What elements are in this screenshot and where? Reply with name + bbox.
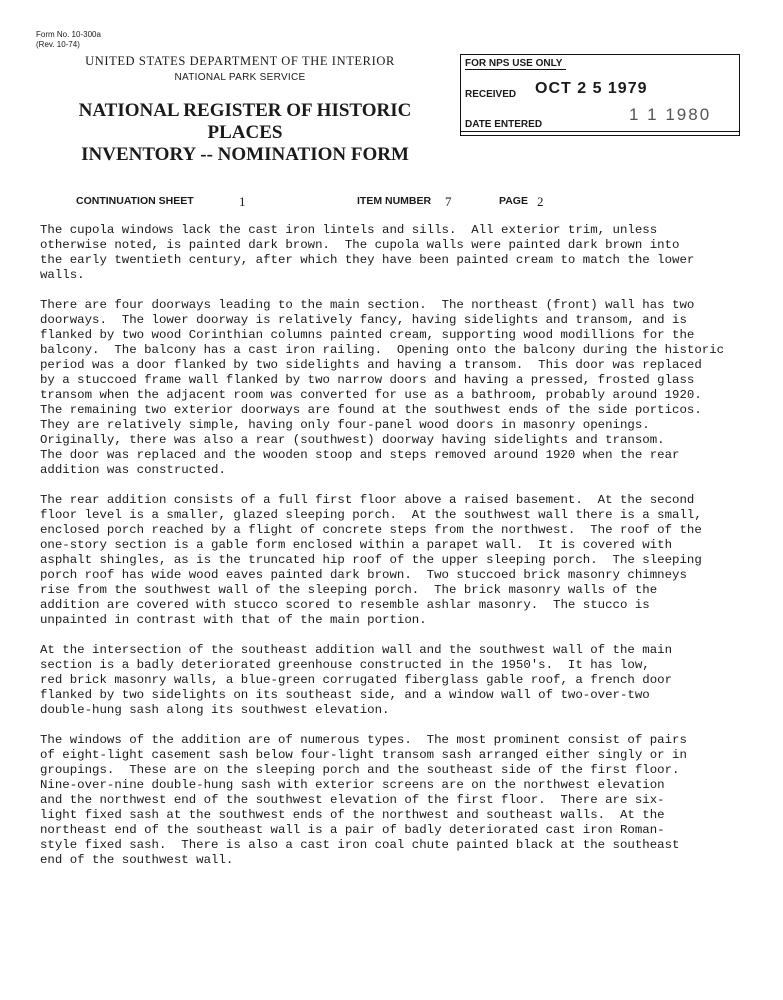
body-paragraph [40,733,750,868]
body-line: porch roof has wide wood eaves painted dark brown. Two stuccoed brick masonry chimneys [40,568,687,582]
body-line: unpainted in contrast with that of the main portion. [40,613,427,627]
body-line: asphalt shingles, as is the truncated hip roof of the upper sleeping porch. The sleeping [40,553,702,567]
body-line: The door was replaced and the wooden stoop and steps removed around 1920 when the rear [40,448,680,462]
body-line: light fixed sash at the southwest ends of the northwest and southeast walls. At the [40,808,665,822]
body-line: The rear addition consists of a full first floor above a raised basement. At the second [40,493,695,507]
form-revision-line: (Rev. 10-74) [36,40,80,49]
body-line: groupings. These are on the sleeping porch and the southeast side of the first floor. [40,763,680,777]
body-line: enclosed porch reached by a flight of concrete steps from the northwest. The roof of the [40,523,702,537]
body-paragraph [40,223,750,283]
continuation-sheet-value: 1 [239,194,246,209]
body-line: end of the southwest wall. [40,853,234,867]
date-entered-rule [461,131,739,132]
body-line: They are relatively simple, having only four-panel wood doors in masonry openings. [40,418,650,432]
nomination-body-text [40,223,750,883]
body-line: period was a door flanked by two sidelights and having a transom. This door was replaced [40,358,702,372]
received-date-stamp: OCT 2 5 1979 [535,80,648,97]
body-line: doorways. The lower doorway is relatively fancy, having sidelights and transom, and is [40,313,687,327]
service-name: NATIONAL PARK SERVICE [174,72,306,83]
body-line: otherwise noted, is painted dark brown. The cupola walls were painted dark brown into [40,238,680,252]
body-paragraph [40,493,750,628]
page-value: 2 [537,194,544,209]
body-line: addition was constructed. [40,463,226,477]
body-line: and the northwest end of the southwest elevation of the first floor. There are six- [40,793,665,807]
form-title [40,100,450,166]
body-paragraph [40,298,750,478]
body-line: At the intersection of the southeast addition wall and the southwest wall of the main [40,643,673,657]
body-line: transom when the adjacent room was converted for use as a bathroom, probably around 1920. [40,388,702,402]
body-line: flanked by two wood Corinthian columns painted cream, supporting wood modillions for the [40,328,695,342]
item-number-value: 7 [445,194,452,209]
body-line: balcony. The balcony has a cast iron railing. Opening onto the balcony during the historic [40,343,725,357]
nps-use-only-label: FOR NPS USE ONLY [465,58,566,70]
body-line: section is a badly deteriorated greenhouse constructed in the 1950's. It has low, [40,658,650,672]
body-line: Nine-over-nine double-hung sash with exterior screens are on the northwest elevation [40,778,665,792]
item-number-label: ITEM NUMBER [357,195,432,207]
body-line: There are four doorways leading to the main section. The northeast (front) wall has two [40,298,695,312]
body-line: addition are covered with stucco scored to resemble ashlar masonry. The stucco is [40,598,650,612]
body-line: flanked by two sidelights on its southeast side, and a window wall of two-over-two [40,688,650,702]
body-line: the early twentieth century, after which they have been painted cream to match the lower [40,253,695,267]
agency-header [40,54,440,83]
continuation-sheet-label: CONTINUATION SHEET [76,195,194,207]
date-entered-label: DATE ENTERED [465,119,543,130]
body-line: by a stuccoed frame wall flanked by two narrow doors and having a pressed, frosted glass [40,373,695,387]
nps-use-box [460,54,740,136]
department-name: UNITED STATES DEPARTMENT OF THE INTERIOR [85,54,395,68]
body-line: of eight-light casement sash below four-light transom sash arranged either singly or in [40,748,687,762]
form-title-line-2: INVENTORY -- NOMINATION FORM [81,144,409,165]
body-line: The remaining two exterior doorways are found at the southwest ends of the side porticos. [40,403,702,417]
body-line: The cupola windows lack the cast iron lintels and sills. All exterior trim, unless [40,223,658,237]
form-number [36,30,101,50]
form-number-line: Form No. 10-300a [36,30,101,39]
body-line: one-story section is a gable form enclosed within a parapet wall. It is covered with [40,538,673,552]
body-line: Originally, there was also a rear (southwest) doorway having sidelights and transom. [40,433,665,447]
body-line: northeast end of the southeast wall is a pair of badly deteriorated cast iron Roman- [40,823,665,837]
body-line: The windows of the addition are of numerous types. The most prominent consist of pairs [40,733,687,747]
body-line: red brick masonry walls, a blue-green corrugated fiberglass gable roof, a french door [40,673,673,687]
body-line: rise from the southwest wall of the sleeping porch. The brick masonry walls of the [40,583,658,597]
page-label: PAGE [499,195,528,207]
received-label: RECEIVED [465,89,517,100]
body-line: floor level is a smaller, glazed sleeping porch. At the southwest wall there is a small, [40,508,702,522]
body-line: style fixed sash. There is also a cast iron coal chute painted black at the southeast [40,838,680,852]
body-line: double-hung sash along its southwest elevation. [40,703,390,717]
form-title-line-1: NATIONAL REGISTER OF HISTORIC PLACES [78,100,412,143]
date-entered-stamp: 1 1 1980 [629,105,712,124]
body-line: walls. [40,268,85,282]
body-paragraph [40,643,750,718]
